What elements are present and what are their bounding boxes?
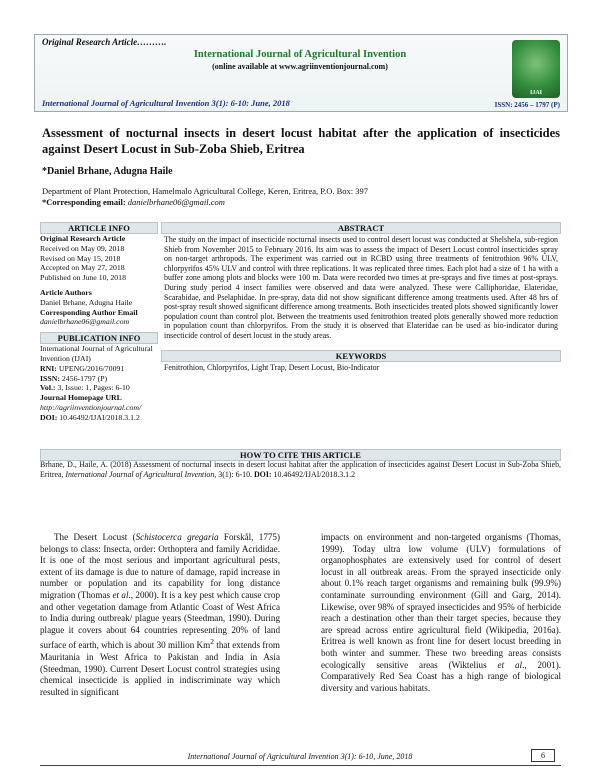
doi-line [40, 413, 158, 423]
article-type: Original Research Article [40, 234, 126, 243]
cite-text-a: Brhane, D., Haile, A. (2018) Assessment of nocturnal insects in desert locust habitat after the application of insecticides against Desert Locust in Sub-Zoba Shieb, Eritrea, [40, 460, 561, 479]
publication-info-heading: PUBLICATION INFO [40, 332, 158, 344]
body-column-right [321, 532, 561, 694]
doi-label: DOI: [40, 412, 58, 422]
cite-journal: International Journal of Agricultural Invention, [65, 470, 217, 479]
article-info-column [40, 222, 158, 423]
intro-paragraph-left: The Desert Locust (Schistocerca gregaria Forskål, 1775) belongs to class: Insecta, order: Orthoptera and family Acrididae. It is one of the most serious and important agricultural pests, extent of its damage is due to nature of damage, rapid increase in number or population and its capability for long distance migration (Thomas et al., 2000). It is a key pest which cause crop and other vegetation damage from Atlantic Coast of West Africa to India during outbreak/ plague years (Steedman, 1990). During plague it covers about 64 countries representing 20% of land surface of earth, which is about 30 million Km$^2$ that extends from Mauritania in West Africa to Pakistan and India in Asia (Steedman, 1990). Current Desert Locust control strategies using chemical insecticide is applied in indiscriminate way which resulted in significant [40, 532, 280, 697]
received-date: Received on May 09, 2018 [40, 243, 125, 253]
article-authors: Daniel Brhane, Adugna Haile [40, 297, 133, 307]
cite-doi[interactable]: 10.46492/IJAI/2018.3.1.2 [273, 470, 356, 479]
author-affiliation: Department of Plant Protection, Hamelmalo Agricultural College, Keren, Eritrea, P.O. Box: 397 [42, 186, 368, 196]
published-date: Published on June 10, 2018 [40, 273, 126, 283]
accepted-date: Accepted on May 27, 2018 [40, 263, 125, 273]
homepage-link[interactable]: http://agriinventionjournal.com/ [40, 402, 142, 412]
journal-name: International Journal of Agricultural Invention [193, 49, 407, 60]
rni-label: RNI: [40, 363, 57, 373]
article-type-label: Original Research Article………. [42, 37, 167, 47]
homepage-heading: Journal Homepage URL [40, 393, 122, 403]
corresponding-email[interactable]: danielbrhane06@gmail.com [127, 197, 225, 207]
corr-author-email[interactable]: danielbrhane06@gmail.com [40, 317, 130, 327]
volume-value: 3, Issue: 1, Pages: 6-10 [57, 383, 130, 393]
journal-citation-line: International Journal of Agricultural Invention 3(1): 6-10: June, 2018 [42, 98, 290, 108]
abstract-heading: ABSTRACT [161, 222, 561, 234]
footer-citation: International Journal of Agricultural Invention 3(1): 6-10, June, 2018 [187, 752, 413, 761]
issn-info-line [40, 374, 158, 384]
footer-rule [40, 765, 561, 766]
corresponding-email-label: *Corresponding email: [42, 197, 126, 207]
abstract-column [161, 222, 561, 373]
issn-value: 2456-1797 (P) [61, 373, 108, 383]
paper-authors: *Daniel Brhane, Adugna Haile [42, 166, 173, 177]
cite-doi-label: DOI: [253, 470, 272, 479]
journal-logo-text: IJAI [529, 90, 542, 96]
issn-label: ISSN: [40, 373, 60, 383]
online-availability-note: (online available at www.agriinventionjournal.com) [212, 62, 388, 71]
page-number: 6 [531, 749, 555, 762]
corr-author-heading: Corresponding Author Email [40, 307, 138, 317]
corresponding-email-line [42, 197, 225, 207]
volume-line [40, 383, 158, 393]
volume-label: Vol.: [40, 383, 56, 393]
keywords-text: Fenitrothion, Chlorpyrifos, Light Trap, Desert Locust, Bio-Indicator [164, 362, 380, 372]
abstract-text: The study on the impact of insecticide nocturnal insects used to control desert locust was conducted at Shelshela, sub-region Shieb from November 2015 to February 2016. Its aim was to assess the impact of Desert Locust control insecticides spray on non-target arthropods. The experiment was carried out in RCBD using three treatments of fenitrothion 96% ULV, chlorpyrifos 45% ULV and control with three replications. It was replicated three times. Each plot had a size of 1 ha with a buffer zone among plots and blocks were 100 m. Data were recorded two times at pre-sprays and five times at post-sprays. During study period 4 insect families were observed and data were analyzed. These were Calliphoridae, Elateridae, Scarabidae, and Pselaphidae. In pre-spray, data did not show significant difference among treatments used. After 48 hrs of post-spray result showed significant difference among treatments. Both insecticides treated plots showed significantly lower population count than control plot. Between the treatments used fenitrothion treated plots generally showed more reduction in population count than chlorpyrifos. From the study it is observed that Elateridae can be used as bio-indicator during insecticide control of desert locust in the study areas. [164, 235, 558, 340]
how-to-cite-text [40, 460, 561, 480]
species-name: Schistocerca gregaria [135, 532, 219, 542]
rni-value: UPENG/2016/70091 [58, 363, 125, 373]
article-info-heading: ARTICLE INFO [40, 222, 158, 234]
article-authors-heading: Article Authors [40, 287, 92, 297]
paper-title: Assessment of nocturnal insects in desert locust habitat after the application of insecticides against Desert Locust in Sub-Zoba Shieb, Eritrea [42, 126, 560, 156]
publication-journal: International Journal of Agricultural Invention (IJAI) [40, 344, 153, 363]
intro-paragraph-right: impacts on environment and non-targeted organisms (Thomas, 1999). Today ultra low volume (ULV) formulations of organophosphates are extensively used for control of desert locust in all outbreak areas. From the sprayed insecticide only about 0.1% reach target organisms and remaining bulk (99.9%) contaminate surrounding environment (Gill and Garg, 2014). Likewise, over 98% of sprayed insecticides and 95% of herbicide reach a destination other than their target species, because they are spread across entire agricultural field (Wikipedia, 2016a). Eritrea is well known as front line for desert locust breeding in both winter and summer. These two breeding areas consists ecologically sensitive areas (Wiktelius et al., 2001). Comparatively Red Sea Coast has a high range of biological diversity and various habitats. [321, 532, 561, 693]
cite-text-b: 3(1): 6-10. [216, 470, 254, 479]
header-issn: ISSN: 2456 – 1797 (P) [494, 101, 560, 109]
how-to-cite-heading: HOW TO CITE THIS ARTICLE [40, 449, 561, 461]
doi-value[interactable]: 10.46492/IJAI/2018.3.1.2 [59, 412, 140, 422]
keywords-heading: KEYWORDS [161, 350, 561, 362]
rni-line [40, 364, 158, 374]
revised-date: Revised on May 15, 2018 [40, 253, 121, 263]
body-column-left [40, 532, 280, 698]
